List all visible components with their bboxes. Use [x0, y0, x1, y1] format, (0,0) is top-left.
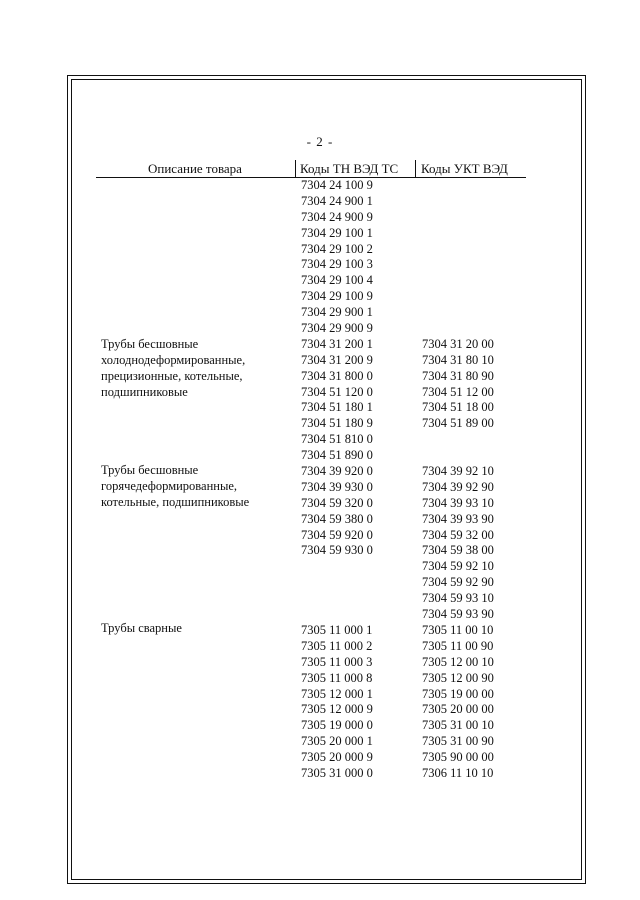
tn-code: 7304 24 100 9	[301, 178, 373, 192]
header-divider	[415, 160, 416, 177]
ukt-code: 7305 31 00 10	[422, 718, 494, 733]
ukt-code	[422, 242, 494, 258]
tn-codes-column	[301, 178, 373, 782]
ukt-code: 7304 39 93 90	[422, 511, 494, 526]
ukt-code: 7305 20 00 00	[422, 702, 494, 717]
tn-code: 7305 31 000 0	[301, 765, 373, 780]
tn-code: 7304 29 100 2	[301, 241, 373, 256]
tn-code: 7305 12 000 1	[301, 686, 373, 701]
tn-code: 7304 51 810 0	[301, 432, 373, 447]
ukt-code: 7305 12 00 90	[422, 670, 494, 685]
ukt-code: 7306 11 10 10	[422, 765, 494, 780]
tn-code: 7304 29 100 4	[301, 273, 373, 288]
description-line: Трубы бесшовные	[101, 337, 199, 351]
tn-code: 7305 19 000 0	[301, 718, 373, 733]
ukt-code: 7304 51 89 00	[422, 416, 494, 431]
ukt-code: 7304 39 93 10	[422, 495, 494, 510]
ukt-code	[422, 226, 494, 242]
tn-code: 7305 11 000 3	[301, 654, 373, 669]
tn-code: 7304 51 890 0	[301, 448, 373, 463]
description-cold-deformed-pipes	[101, 337, 245, 401]
header-tn-codes: Коды ТН ВЭД ТС	[300, 161, 399, 176]
description-line: Трубы бесшовные	[101, 463, 199, 477]
ukt-code: 7304 51 18 00	[422, 400, 494, 415]
tn-code: 7305 11 000 8	[301, 670, 373, 685]
ukt-code: 7304 51 12 00	[422, 384, 494, 399]
ukt-code: 7304 31 80 10	[422, 352, 494, 367]
description-line: холоднодеформированные,	[101, 352, 246, 367]
ukt-code: 7304 59 93 10	[422, 591, 494, 606]
ukt-code: 7305 11 00 90	[422, 638, 494, 653]
ukt-code: 7305 31 00 90	[422, 734, 494, 749]
ukt-code	[422, 432, 494, 448]
tn-code	[301, 607, 373, 623]
tn-code: 7305 20 000 1	[301, 734, 373, 749]
tn-code: 7304 31 200 9	[301, 352, 373, 367]
tn-code: 7304 39 920 0	[301, 464, 373, 479]
tn-code: 7304 24 900 1	[301, 193, 373, 208]
header-divider	[295, 160, 296, 177]
tn-code: 7304 29 900 1	[301, 305, 373, 320]
tn-code: 7304 59 930 0	[301, 543, 373, 558]
tn-code: 7304 39 930 0	[301, 479, 373, 494]
ukt-code: 7304 31 20 00	[422, 336, 494, 351]
ukt-code	[422, 273, 494, 289]
header-description: Описание товара	[148, 161, 242, 176]
ukt-code: 7304 31 80 90	[422, 368, 494, 383]
tn-code: 7304 31 800 0	[301, 368, 373, 383]
ukt-code: 7304 39 92 90	[422, 479, 494, 494]
tn-code: 7304 59 380 0	[301, 511, 373, 526]
ukt-code: 7305 12 00 10	[422, 654, 494, 669]
tn-code	[301, 559, 373, 575]
tn-code: 7304 59 920 0	[301, 527, 373, 542]
description-welded-pipes	[101, 621, 182, 637]
tn-code: 7305 11 000 2	[301, 638, 373, 653]
ukt-code	[422, 289, 494, 305]
tn-code: 7305 12 000 9	[301, 702, 373, 717]
ukt-code: 7304 59 92 90	[422, 575, 494, 590]
ukt-codes-column	[422, 178, 494, 782]
tn-code: 7304 29 100 9	[301, 289, 373, 304]
tn-code: 7305 20 000 9	[301, 750, 373, 765]
ukt-code	[422, 448, 494, 464]
description-line: Трубы сварные	[101, 621, 182, 635]
ukt-code	[422, 178, 494, 194]
ukt-code: 7304 59 92 10	[422, 559, 494, 574]
description-line: котельные, подшипниковые	[101, 494, 250, 509]
tn-code: 7304 31 200 1	[301, 336, 373, 351]
ukt-code	[422, 321, 494, 337]
description-hot-deformed-pipes	[101, 463, 249, 511]
ukt-code	[422, 210, 494, 226]
tn-code: 7304 51 180 1	[301, 400, 373, 415]
ukt-code: 7304 59 38 00	[422, 543, 494, 558]
ukt-code: 7304 39 92 10	[422, 464, 494, 479]
tn-code: 7304 29 100 3	[301, 257, 373, 272]
ukt-code: 7304 59 93 90	[422, 607, 494, 622]
tn-code: 7304 29 900 9	[301, 321, 373, 336]
tn-code: 7305 11 000 1	[301, 622, 373, 637]
tn-code: 7304 24 900 9	[301, 209, 373, 224]
description-line: прецизионные, котельные,	[101, 368, 243, 383]
description-line: подшипниковые	[101, 384, 188, 399]
tn-code: 7304 51 120 0	[301, 384, 373, 399]
ukt-code: 7304 59 32 00	[422, 527, 494, 542]
ukt-code: 7305 90 00 00	[422, 750, 494, 765]
tn-code	[301, 575, 373, 591]
header-ukt-codes: Коды УКТ ВЭД	[421, 161, 508, 176]
ukt-code: 7305 19 00 00	[422, 686, 494, 701]
page-number: - 2 -	[306, 134, 334, 149]
table-header	[96, 160, 526, 178]
description-line: горячедеформированные,	[101, 478, 238, 493]
ukt-code	[422, 194, 494, 210]
tn-code: 7304 29 100 1	[301, 225, 373, 240]
tn-code: 7304 51 180 9	[301, 416, 373, 431]
ukt-code	[422, 257, 494, 273]
ukt-code	[422, 305, 494, 321]
tn-code	[301, 591, 373, 607]
ukt-code: 7305 11 00 10	[422, 622, 494, 637]
tn-code: 7304 59 320 0	[301, 495, 373, 510]
